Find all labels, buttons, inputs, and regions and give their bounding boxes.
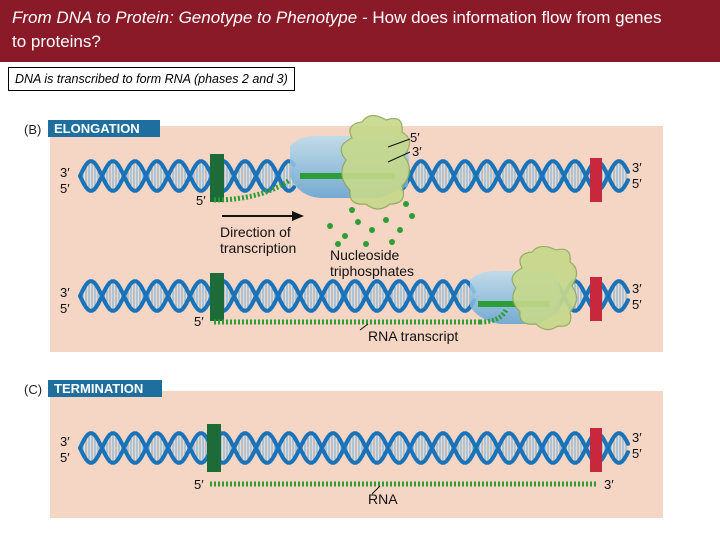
title-line2: to proteins? <box>12 32 101 51</box>
row1-left-3prime: 3′ <box>60 165 70 180</box>
row3-left-3prime: 3′ <box>60 434 70 449</box>
row1-left-5prime: 5′ <box>60 181 70 196</box>
rna-polymerase-2 <box>512 246 576 329</box>
terminator-marker-2 <box>590 277 602 321</box>
title-line1-plain: How does information flow from genes <box>367 8 662 27</box>
row1-right-5prime: 5′ <box>632 176 642 191</box>
rna-label: RNA <box>368 491 398 507</box>
promoter-marker-1 <box>210 154 224 202</box>
promoter-marker-3 <box>207 424 221 472</box>
row2-left-5prime: 5′ <box>60 301 70 316</box>
direction-label-line2: transcription <box>220 240 297 256</box>
ntp-6 <box>397 227 403 233</box>
ntp-11 <box>403 201 409 207</box>
panel-c-label: TERMINATION <box>54 381 144 396</box>
row1-right-3prime: 3′ <box>632 160 642 175</box>
row2-left-3prime: 3′ <box>60 285 70 300</box>
bubble1-5prime: 5′ <box>410 130 420 145</box>
direction-label-line1: Direction of <box>220 224 291 240</box>
terminator-marker-1 <box>590 158 602 202</box>
ntp-7 <box>409 213 415 219</box>
row2-right-3prime: 3′ <box>632 281 642 296</box>
rna3-5prime: 5′ <box>194 477 204 492</box>
panel-b-label: ELONGATION <box>54 121 140 136</box>
nucleoside-label-line1: Nucleoside <box>330 247 400 263</box>
nucleoside-label-line2: triphosphates <box>330 263 415 279</box>
rna2-5prime: 5′ <box>194 314 204 329</box>
rna3-3prime: 3′ <box>604 477 614 492</box>
panel-b-letter: (B) <box>24 122 42 137</box>
title-line1-italic: From DNA to Protein: Genotype to Phenotype - <box>12 8 368 27</box>
panel-c-letter: (C) <box>24 382 43 397</box>
ntp-10 <box>389 239 395 245</box>
rna1-5prime: 5′ <box>196 193 206 208</box>
promoter-marker-2 <box>210 273 224 321</box>
slide-subtitle: DNA is transcribed to form RNA (phases 2 and 3) <box>8 67 295 91</box>
row3-left-5prime: 5′ <box>60 450 70 465</box>
rna-transcript-label: RNA transcript <box>368 328 459 344</box>
terminator-marker-3 <box>590 428 602 472</box>
row3-right-5prime: 5′ <box>632 446 642 461</box>
rna-polymerase-1 <box>341 115 409 209</box>
ntp-3 <box>355 219 361 225</box>
ntp-5 <box>383 217 389 223</box>
ntp-4 <box>369 227 375 233</box>
ntp-2 <box>342 233 348 239</box>
ntp-1 <box>327 223 333 229</box>
row3-right-3prime: 3′ <box>632 430 642 445</box>
row2-right-5prime: 5′ <box>632 297 642 312</box>
ntp-12 <box>349 207 355 213</box>
bubble1-3prime: 3′ <box>412 144 422 159</box>
